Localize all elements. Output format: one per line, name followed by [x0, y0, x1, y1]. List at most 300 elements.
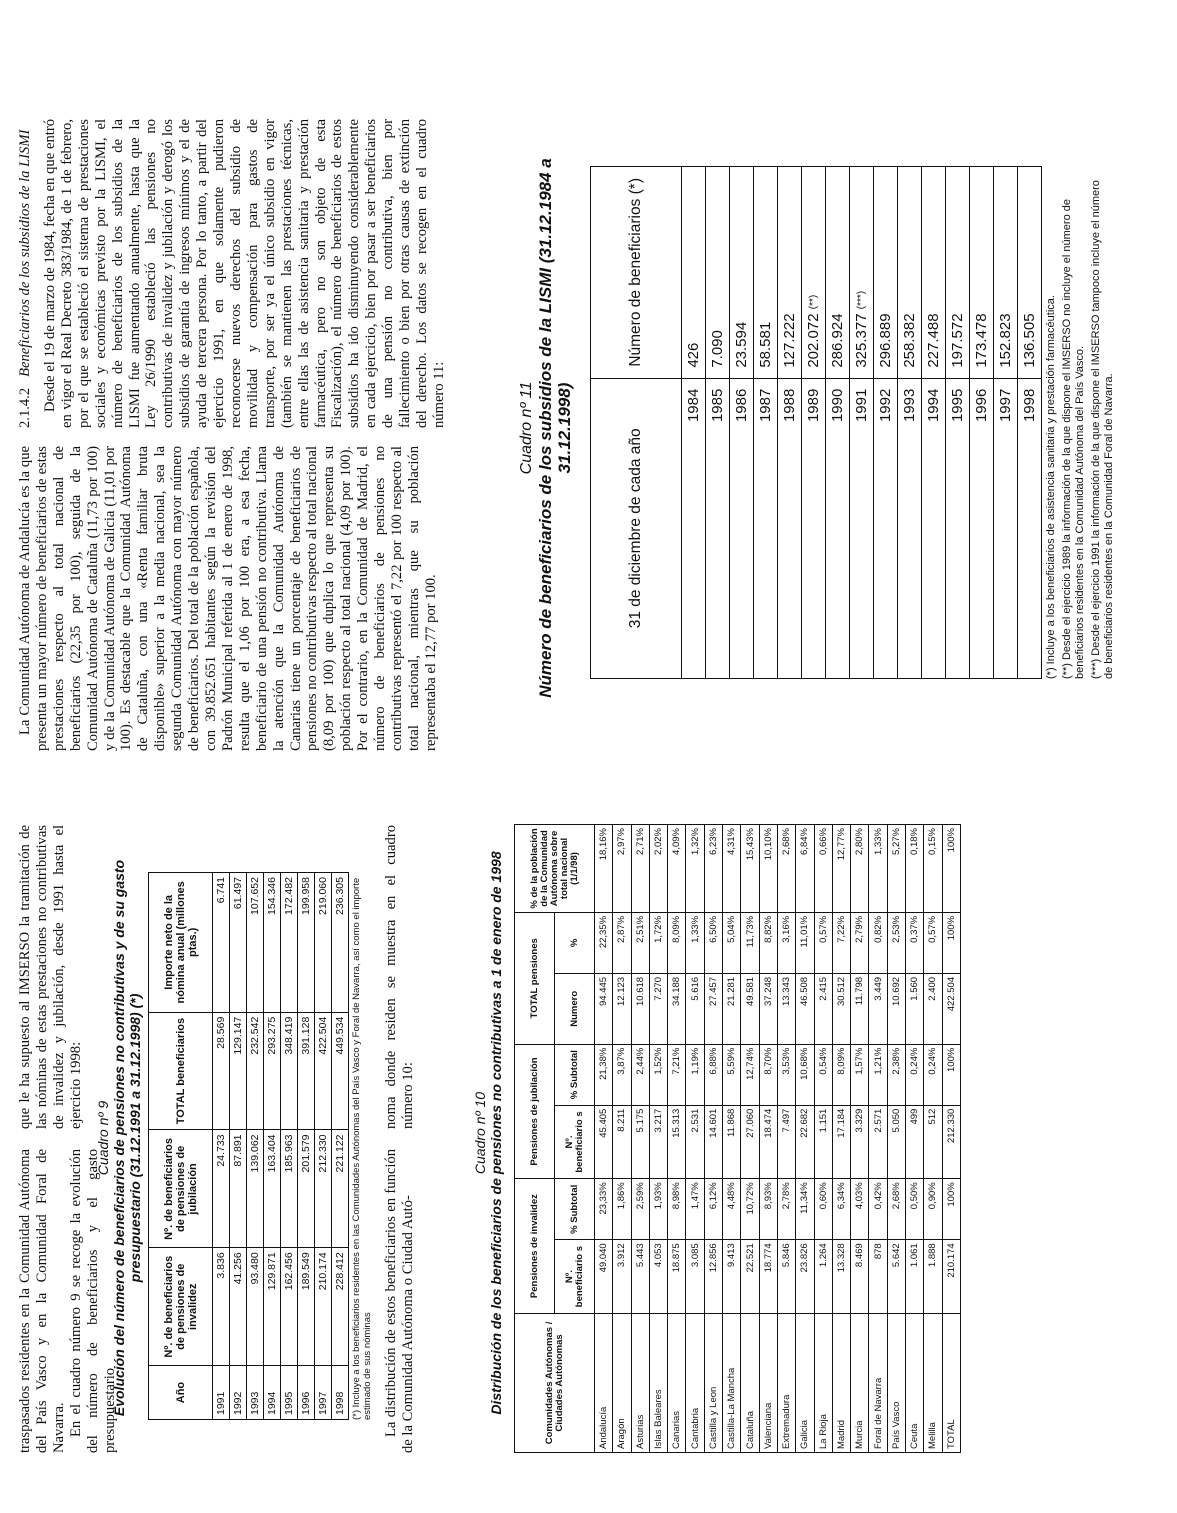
cuadro10-cell: 1,32%	[686, 825, 704, 913]
cuadro11-value: 136.505	[1021, 313, 1038, 368]
intro-paragraph-2: En el cuadro número 9 se recoge la evolución del número de beneficiarios y el gasto presupuestario	[67, 1149, 118, 1453]
table-row	[869, 825, 887, 1453]
cuadro10-cell: 2,02%	[649, 825, 667, 913]
section-number: 2.1.4.2	[17, 387, 33, 428]
intro-column-2	[17, 825, 85, 1129]
cuadro9-cell: 172.482	[281, 873, 298, 1013]
cuadro10-cell: País Vasco	[887, 1313, 905, 1452]
mid-paragraph-2: noma donde residen se muestra en el cuadro número 10:	[383, 825, 416, 1129]
cuadro11-note: (***) Desde el ejercicio 1991 la información de la que dispone el IMSERSO tampoco incluye el número de beneficiarios residentes en la Comunidad Foral de Navarra.	[1090, 180, 1115, 679]
cuadro11-value: 258.382	[901, 313, 918, 368]
mid-column-2	[383, 825, 417, 1129]
cuadro10-cell: 7,21%	[668, 1044, 686, 1105]
cuadro10-cell: 13.343	[777, 973, 795, 1044]
cuadro10-cell: 4,48%	[723, 1179, 741, 1240]
cuadro9-cell: 219.060	[315, 873, 332, 1013]
cuadro10-cell: Melilla	[924, 1313, 942, 1452]
cuadro10-cell: 100%	[942, 1179, 960, 1240]
cuadro10-cell: 49.581	[741, 973, 759, 1044]
cuadro9-cell: 391.128	[298, 1012, 315, 1130]
table-row	[704, 825, 722, 1453]
table-row	[942, 825, 960, 1453]
cuadro9-cell: 1996	[298, 1366, 315, 1420]
cuadro10-cell: 2,80%	[851, 825, 869, 913]
cuadro10-cell: 0,24%	[906, 1044, 924, 1105]
cuadro11-value-cell	[970, 167, 994, 379]
cuadro11-header-cell: 31 de diciembre de cada año	[591, 378, 682, 678]
table-row	[796, 825, 814, 1453]
cuadro10-cell: 5.175	[631, 1105, 649, 1179]
table-row	[682, 167, 706, 679]
cuadro10-cell: 100%	[942, 1044, 960, 1105]
cuadro9-cell: 28.569	[213, 1012, 230, 1130]
cuadro10-cell: 6,50%	[704, 912, 722, 973]
cuadro10-cell: 3,87%	[613, 1044, 631, 1105]
cuadro9-cell: 1992	[230, 1366, 247, 1420]
cuadro9-number: Cuadro nº 9	[95, 1100, 111, 1176]
table-row	[778, 167, 802, 679]
cuadro9-cell: 61.497	[230, 873, 247, 1013]
cuadro10-cell: 5.616	[686, 973, 704, 1044]
cuadro10-header-invalidez: Pensiones de invalidez	[515, 1179, 555, 1314]
cuadro10-cell: 6,88%	[704, 1044, 722, 1105]
cuadro9-cell: 212.330	[315, 1130, 332, 1248]
table-row	[595, 825, 613, 1453]
cuadro10-cell: 21,38%	[595, 1044, 613, 1105]
cuadro11-value-cell	[994, 167, 1018, 379]
cuadro10-cell: 30.512	[832, 973, 850, 1044]
cuadro9-cell: 139.062	[247, 1130, 264, 1248]
table-row	[924, 825, 942, 1453]
cuadro10-cell: 6,23%	[704, 825, 722, 913]
cuadro10-cell: 8,98%	[668, 1179, 686, 1240]
cuadro10-cell: Foral de Navarra	[869, 1313, 887, 1452]
cuadro11-value: 127.222	[781, 313, 798, 368]
cuadro10-cell: 1,19%	[686, 1044, 704, 1105]
cuadro9-cell: 1993	[247, 1366, 264, 1420]
cuadro11-value: 7.090	[709, 330, 726, 368]
cuadro9-cell: 1998	[332, 1366, 349, 1420]
cuadro10-cell: Aragón	[613, 1313, 631, 1452]
cuadro10-cell: 878	[869, 1240, 887, 1314]
cuadro10-cell: 512	[924, 1105, 942, 1179]
cuadro10-cell: 18.474	[759, 1105, 777, 1179]
cuadro10-subheader-cell: Numero	[555, 973, 595, 1044]
table-row	[922, 167, 946, 679]
cuadro10-cell: 0,57%	[924, 912, 942, 973]
cuadro11-value-cell	[802, 167, 826, 379]
cuadro10-cell: 5.050	[887, 1105, 905, 1179]
cuadro10-cell: 1,57%	[851, 1044, 869, 1105]
cuadro11-body	[682, 167, 1042, 679]
intro-paragraph-1: traspasados residentes en la Comunidad Autónoma del País Vasco y en la Comunidad Foral de Navarra.	[17, 1149, 67, 1453]
cuadro10-cell: 1,86%	[613, 1179, 631, 1240]
cuadro10-cell: 12,77%	[832, 825, 850, 913]
cuadro11-table	[590, 166, 1042, 679]
cuadro10-cell: 100%	[942, 912, 960, 973]
cuadro11-number: Cuadro nº 11	[518, 381, 535, 475]
cuadro10-header-jubilacion: Pensiones de jubilación	[515, 1044, 555, 1179]
cuadro10-cell: 7.270	[649, 973, 667, 1044]
table-row	[613, 825, 631, 1453]
cuadro11-title: Número de beneficiarios de los subsidios de la LISMI (31.12.1984 a 31.12.1998)	[536, 158, 574, 698]
cuadro10-cell: 1.061	[906, 1240, 924, 1314]
cuadro9-header-cell: TOTAL beneficiarios	[149, 1012, 213, 1130]
cuadro11-value-cell	[874, 167, 898, 379]
cuadro9-cell: 221.122	[332, 1130, 349, 1248]
cuadro10-cell: Castilla-La Mancha	[723, 1313, 741, 1452]
cuadro10-cell: 3.912	[613, 1240, 631, 1314]
table-row	[802, 167, 826, 679]
cuadro11-year-cell: 1992	[874, 378, 898, 678]
cuadro10-subheader-cell: %	[555, 912, 595, 973]
cuadro10-cell: 0,50%	[906, 1179, 924, 1240]
cuadro11-value: 227.488	[925, 313, 942, 368]
cuadro11-year-cell: 1989	[802, 378, 826, 678]
cuadro10-cell: 4,03%	[851, 1179, 869, 1240]
cuadro11-value-cell	[778, 167, 802, 379]
cuadro11-value: 286.924	[829, 313, 846, 368]
cuadro10-cell: 12,74%	[741, 1044, 759, 1105]
cuadro10-block	[514, 824, 961, 1453]
cuadro10-cell: TOTAL	[942, 1313, 960, 1452]
cuadro10-subheader-cell: % Subtotal	[555, 1179, 595, 1240]
cuadro10-cell: 22.682	[796, 1105, 814, 1179]
cuadro10-cell: 1.151	[814, 1105, 832, 1179]
cuadro11-year-cell: 1993	[898, 378, 922, 678]
cuadro9-cell: 232.542	[247, 1012, 264, 1130]
cuadro11-value: 202.072	[805, 313, 822, 368]
table-row	[281, 873, 298, 1420]
cuadro11-value-cell	[1018, 167, 1042, 379]
cuadro9-cell: 348.419	[281, 1012, 298, 1130]
cuadro10-cell: 94.445	[595, 973, 613, 1044]
cuadro10-cell: 13.328	[832, 1240, 850, 1314]
table-row	[668, 825, 686, 1453]
cuadro10-cell: 1.264	[814, 1240, 832, 1314]
cuadro10-cell: 37.248	[759, 973, 777, 1044]
cuadro9-header-cell: Importe neto de la nómina anual (millones ptas.)	[149, 873, 213, 1013]
cuadro11-block	[590, 166, 1116, 679]
cuadro10-cell: 2,44%	[631, 1044, 649, 1105]
cuadro10-cell: Castilla y Leon	[704, 1313, 722, 1452]
cuadro10-cell: 8,93%	[759, 1179, 777, 1240]
cuadro10-cell: 11,73%	[741, 912, 759, 973]
cuadro11-header-row	[591, 167, 682, 679]
cuadro10-cell: 45.405	[595, 1105, 613, 1179]
cuadro10-cell: 27.457	[704, 973, 722, 1044]
cuadro11-value-cell	[898, 167, 922, 379]
cuadro11-year-cell: 1985	[706, 378, 730, 678]
cuadro10-cell: 11,34%	[796, 1179, 814, 1240]
cuadro11-value-cell	[826, 167, 850, 379]
cuadro10-cell: 14.601	[704, 1105, 722, 1179]
cuadro10-cell: 5,59%	[723, 1044, 741, 1105]
cuadro10-cell: Cataluña	[741, 1313, 759, 1452]
cuadro11-note: (**) Desde el ejercicio 1989 la información de la que dispone el IMSERSO no incluye el número de beneficiarios residentes en la Comunidad Autónoma del País Vasco.	[1061, 199, 1086, 679]
cuadro10-cell: 3.329	[851, 1105, 869, 1179]
table-row	[850, 167, 874, 679]
cuadro10-cell: 18.774	[759, 1240, 777, 1314]
cuadro11-footnote-mark: (**)	[808, 294, 819, 310]
cuadro11-value: 58.581	[757, 321, 774, 368]
cuadro10-cell: Valenciana	[759, 1313, 777, 1452]
cuadro9-cell: 293.275	[264, 1012, 281, 1130]
cuadro9-cell: 236.305	[332, 873, 349, 1013]
cuadro10-cell: 5.642	[887, 1240, 905, 1314]
cuadro11-year-cell: 1986	[730, 378, 754, 678]
cuadro10-cell: 49.040	[595, 1240, 613, 1314]
cuadro9-cell: 210.174	[315, 1248, 332, 1366]
cuadro11-header-cell: Número de beneficiarios (*)	[591, 167, 682, 379]
cuadro9-cell: 1997	[315, 1366, 332, 1420]
cuadro11-note: (*) Incluye a los beneficiarios de asistencia sanitaria y prestación farmacéutica.	[1045, 295, 1057, 679]
cuadro11-value-cell	[946, 167, 970, 379]
cuadro9-cell: 185.963	[281, 1130, 298, 1248]
cuadro10-cell: 210.174	[942, 1240, 960, 1314]
cuadro10-cell: 15,43%	[741, 825, 759, 913]
right-text-column-2	[17, 119, 448, 428]
cuadro10-cell: Ceuta	[906, 1313, 924, 1452]
cuadro10-cell: 1.888	[924, 1240, 942, 1314]
cuadro10-cell: 2.531	[686, 1105, 704, 1179]
cuadro10-cell: 2.400	[924, 973, 942, 1044]
cuadro10-cell: 2,97%	[613, 825, 631, 913]
cuadro10-cell: 21.281	[723, 973, 741, 1044]
lismi-paragraph: Desde el 19 de marzo de 1984, fecha en que entró en vigor el Real Decreto 383/1984, de 1 de febrero, por el que se estableció el sistema de prestaciones sociales y económicas previsto por la LISMI, el número de beneficiarios de los subsidios de la LISMI fue aumentando anualmente, hasta que la Ley 26/1990 estableció las pensiones no contributivas de invalidez y jubilación y derogó los subsidios de garantía de ingresos mínimos y el de ayuda de tercera persona. Por lo tanto, a partir del ejercicio 1991, en que solamente pudieron reconocerse nuevos derechos del subsidio de movilidad y compensación para gastos de transporte, por ser ya el único subsidio en vigor (también se mantienen las prestaciones técnicas, entre ellas las de asistencia sanitaria y prestación farmacéutica, pero no son objeto de esta Fiscalización), el número de beneficiarios de estos subsidios ha ido disminuyendo considerablemente en cada ejercicio, bien por pasar a ser beneficiarios de una pensión no contributiva, bien por fallecimiento o bien por otras causas de extinción del derecho. Los datos se recogen en el cuadro número 11:	[42, 119, 447, 428]
cuadro10-cell: 6,34%	[832, 1179, 850, 1240]
cuadro10-cell: 5,27%	[887, 825, 905, 913]
cuadro10-cell: 4,31%	[723, 825, 741, 913]
cuadro10-subheader-cell: Nº. beneficiario s	[555, 1240, 595, 1314]
cuadro10-cell: 1,33%	[869, 825, 887, 913]
cuadro10-cell: Cantabria	[686, 1313, 704, 1452]
cuadro11-value: 152.823	[997, 313, 1014, 368]
cuadro10-cell: 1,33%	[686, 912, 704, 973]
cuadro9-note: (*) Incluye a los beneficiarios residentes en las Comunidades Autónomas del País Vasco y Foral de Navarra, así como el importe estimado de sus nóminas	[351, 877, 373, 1420]
table-row	[777, 825, 795, 1453]
cuadro9-header-row	[149, 873, 213, 1420]
cuadro9-cell: 449.534	[332, 1012, 349, 1130]
cuadro10-cell: 2,59%	[631, 1179, 649, 1240]
cuadro10-header-total: TOTAL pensiones	[515, 912, 555, 1044]
cuadro11-value: 23.594	[733, 321, 750, 368]
cuadro10-body	[595, 825, 961, 1453]
cuadro10-cell: 5.443	[631, 1240, 649, 1314]
cuadro11-year-cell: 1994	[922, 378, 946, 678]
cuadro10-cell: 3.449	[869, 973, 887, 1044]
cuadro10-cell: 10,10%	[759, 825, 777, 913]
cuadro9-cell: 163.404	[264, 1130, 281, 1248]
cuadro10-cell: 0,66%	[814, 825, 832, 913]
cuadro11-year-cell: 1990	[826, 378, 850, 678]
cuadro10-cell: 1.560	[906, 973, 924, 1044]
cuadro9-cell: 1995	[281, 1366, 298, 1420]
cuadro11-value: 426	[685, 342, 702, 368]
cuadro9-cell: 162.456	[281, 1248, 298, 1366]
table-row	[741, 825, 759, 1453]
cuadro10-cell: 2,38%	[887, 1044, 905, 1105]
cuadro10-cell: 10,72%	[741, 1179, 759, 1240]
cuadro10-cell: 3.085	[686, 1240, 704, 1314]
cuadro10-cell: 22.521	[741, 1240, 759, 1314]
table-row	[230, 873, 247, 1420]
andalucia-paragraph: La Comunidad Autónoma de Andalucía es la que presenta un mayor número de beneficiarios de estas prestaciones respecto al total nacional de beneficiarios (22,35 por 100), seguida de la Comunidad Autónoma de Cataluña (11,73 por 100) y de la Comunidad Autónoma de Galicia (11,01 por 100). Es destacable que la Comunidad Autónoma de Cataluña, con una «Renta familiar bruta disponible» superior a la media nacional, sea la segunda Comunidad Autónoma con mayor número de beneficiarios. Del total de la población española, con 39.852.651 habitantes según la revisión del Padrón Municipal referida al 1 de enero de 1998, resulta que el 1,06 por 100 era, a esa fecha, beneficiario de una pensión no contributiva. Llama la atención que la Comunidad Autónoma de Canarias tiene un porcentaje de beneficiarios de pensiones no contributivas respecto al total nacional (8,09 por 100) que duplica lo que representa su población respecto al total nacional (4,09 por 100). Por el contrario, en la Comunidad de Madrid, el número de beneficiarios de pensiones no contributivas representó el 7,22 por 100 respecto al total nacional, mientras que su población representaba el 12,77 por 100.	[17, 446, 439, 751]
cuadro10-cell: 2.571	[869, 1105, 887, 1179]
cuadro11-value-cell	[754, 167, 778, 379]
section-title: Beneficiarios de los subsidios de la LISMI	[17, 129, 33, 377]
table-row	[213, 873, 230, 1420]
table-row	[994, 167, 1018, 679]
cuadro10-cell: 2,68%	[777, 825, 795, 913]
cuadro10-cell: 1,72%	[649, 912, 667, 973]
table-row	[649, 825, 667, 1453]
cuadro10-cell: 5,04%	[723, 912, 741, 973]
cuadro11-caption	[518, 118, 574, 738]
cuadro11-value: 173.478	[973, 313, 990, 368]
cuadro10-cell: 10,68%	[796, 1044, 814, 1105]
cuadro9-body	[213, 873, 349, 1420]
cuadro10-cell: 46.508	[796, 973, 814, 1044]
cuadro10-cell: 11,01%	[796, 912, 814, 973]
table-row	[754, 167, 778, 679]
cuadro10-cell: 18.875	[668, 1240, 686, 1314]
cuadro10-cell: 12.123	[613, 973, 631, 1044]
cuadro10-cell: 11.868	[723, 1105, 741, 1179]
table-row	[315, 873, 332, 1420]
cuadro10-cell: Canarias	[668, 1313, 686, 1452]
cuadro10-cell: 422.504	[942, 973, 960, 1044]
table-row	[851, 825, 869, 1453]
cuadro10-header-region: Comunidades Autónomas / Ciudades Autónomas	[515, 1313, 595, 1452]
right-text-column-1	[17, 446, 440, 751]
cuadro10-cell: 8,70%	[759, 1044, 777, 1105]
cuadro10-cell: Galicia	[796, 1313, 814, 1452]
cuadro10-header-poblacion: % de la población de la Comunidad Autónoma sobre total nacional (1/1/98)	[515, 825, 595, 913]
cuadro11-value: 325.377	[853, 313, 870, 368]
cuadro10-cell: 2,71%	[631, 825, 649, 913]
cuadro9-cell: 1994	[264, 1366, 281, 1420]
cuadro9-cell: 189.549	[298, 1248, 315, 1366]
table-row	[332, 873, 349, 1420]
cuadro10-cell: 6,84%	[796, 825, 814, 913]
table-row	[730, 167, 754, 679]
cuadro10-cell: 8,82%	[759, 912, 777, 973]
table-row	[686, 825, 704, 1453]
cuadro10-cell: 9.413	[723, 1240, 741, 1314]
cuadro11-value: 296.889	[877, 313, 894, 368]
cuadro11-year-cell: 1984	[682, 378, 706, 678]
cuadro10-cell: 7.497	[777, 1105, 795, 1179]
cuadro10-cell: 12.856	[704, 1240, 722, 1314]
cuadro11-year-cell: 1996	[970, 378, 994, 678]
cuadro9-cell: 422.504	[315, 1012, 332, 1130]
cuadro10-header-row	[515, 825, 555, 1453]
cuadro10-cell: 1,52%	[649, 1044, 667, 1105]
cuadro10-cell: 11.798	[851, 973, 869, 1044]
cuadro10-cell: 0,18%	[906, 825, 924, 913]
cuadro10-cell: 0,90%	[924, 1179, 942, 1240]
cuadro10-cell: 5.846	[777, 1240, 795, 1314]
cuadro10-cell: 212.330	[942, 1105, 960, 1179]
cuadro10-cell: Islas Baleares	[649, 1313, 667, 1452]
cuadro10-cell: 18,16%	[595, 825, 613, 913]
cuadro10-cell: 2,68%	[887, 1179, 905, 1240]
cuadro10-cell: 8.211	[613, 1105, 631, 1179]
cuadro11-value-cell	[850, 167, 874, 379]
table-row	[247, 873, 264, 1420]
cuadro9-header-cell: Nº. de beneficiarios de pensiones de invalidez	[149, 1248, 213, 1366]
table-row	[264, 873, 281, 1420]
cuadro10-title: Distribución de los beneficiarios de pensiones no contributivas a 1 de enero de 1998	[488, 851, 504, 1415]
cuadro11-value-cell	[682, 167, 706, 379]
table-row	[759, 825, 777, 1453]
cuadro10-cell: 2,51%	[631, 912, 649, 973]
cuadro10-cell: 4,09%	[668, 825, 686, 913]
cuadro10-cell: 1,47%	[686, 1179, 704, 1240]
cuadro9-cell: 107.652	[247, 873, 264, 1013]
cuadro10-cell: 6,12%	[704, 1179, 722, 1240]
cuadro11-value-cell	[922, 167, 946, 379]
table-row	[723, 825, 741, 1453]
table-row	[826, 167, 850, 679]
cuadro10-cell: Murcia	[851, 1313, 869, 1452]
table-row	[706, 167, 730, 679]
cuadro9-cell: 6.741	[213, 873, 230, 1013]
cuadro10-cell: 0,15%	[924, 825, 942, 913]
cuadro10-cell: 2,53%	[887, 912, 905, 973]
cuadro10-cell: 0,57%	[814, 912, 832, 973]
cuadro10-cell: 10.692	[887, 973, 905, 1044]
cuadro10-cell: 7,22%	[832, 912, 850, 973]
cuadro10-subheader-cell: % Subtotal	[555, 1044, 595, 1105]
cuadro10-cell: 2.415	[814, 973, 832, 1044]
table-row	[946, 167, 970, 679]
cuadro10-table	[514, 824, 961, 1453]
cuadro10-cell: 22,35%	[595, 912, 613, 973]
intro-paragraph-3: que le ha supuesto al IMSERSO la tramitación de las nóminas de estas prestaciones no contributivas de invalidez y jubilación, desde 1991 hasta el ejercicio 1998:	[17, 825, 84, 1129]
cuadro10-cell: 0,82%	[869, 912, 887, 973]
cuadro10-cell: 8.469	[851, 1240, 869, 1314]
cuadro11-year-cell: 1991	[850, 378, 874, 678]
cuadro11-notes	[1045, 166, 1116, 679]
cuadro10-cell: 0,54%	[814, 1044, 832, 1105]
cuadro10-cell: 2,79%	[851, 912, 869, 973]
cuadro10-cell: 1,93%	[649, 1179, 667, 1240]
cuadro10-cell: 17.184	[832, 1105, 850, 1179]
cuadro9-block	[148, 872, 373, 1420]
cuadro10-cell: 34.188	[668, 973, 686, 1044]
cuadro9-cell: 129.871	[264, 1248, 281, 1366]
cuadro9-cell: 201.579	[298, 1130, 315, 1248]
cuadro10-cell: La Rioja	[814, 1313, 832, 1452]
cuadro9-cell: 93.480	[247, 1248, 264, 1366]
cuadro10-cell: Extremadura	[777, 1313, 795, 1452]
cuadro9-cell: 228.412	[332, 1248, 349, 1366]
cuadro11-year-cell: 1998	[1018, 378, 1042, 678]
section-heading	[17, 119, 34, 428]
cuadro10-cell: 3,53%	[777, 1044, 795, 1105]
table-row	[1018, 167, 1042, 679]
cuadro10-cell: 8,09%	[832, 1044, 850, 1105]
cuadro11-year-cell: 1995	[946, 378, 970, 678]
cuadro10-cell: 0,42%	[869, 1179, 887, 1240]
cuadro10-cell: 4.053	[649, 1240, 667, 1314]
cuadro11-year-cell: 1997	[994, 378, 1018, 678]
cuadro10-cell: 2,87%	[613, 912, 631, 973]
cuadro11-value-cell	[730, 167, 754, 379]
cuadro11-value: 197.572	[949, 313, 966, 368]
